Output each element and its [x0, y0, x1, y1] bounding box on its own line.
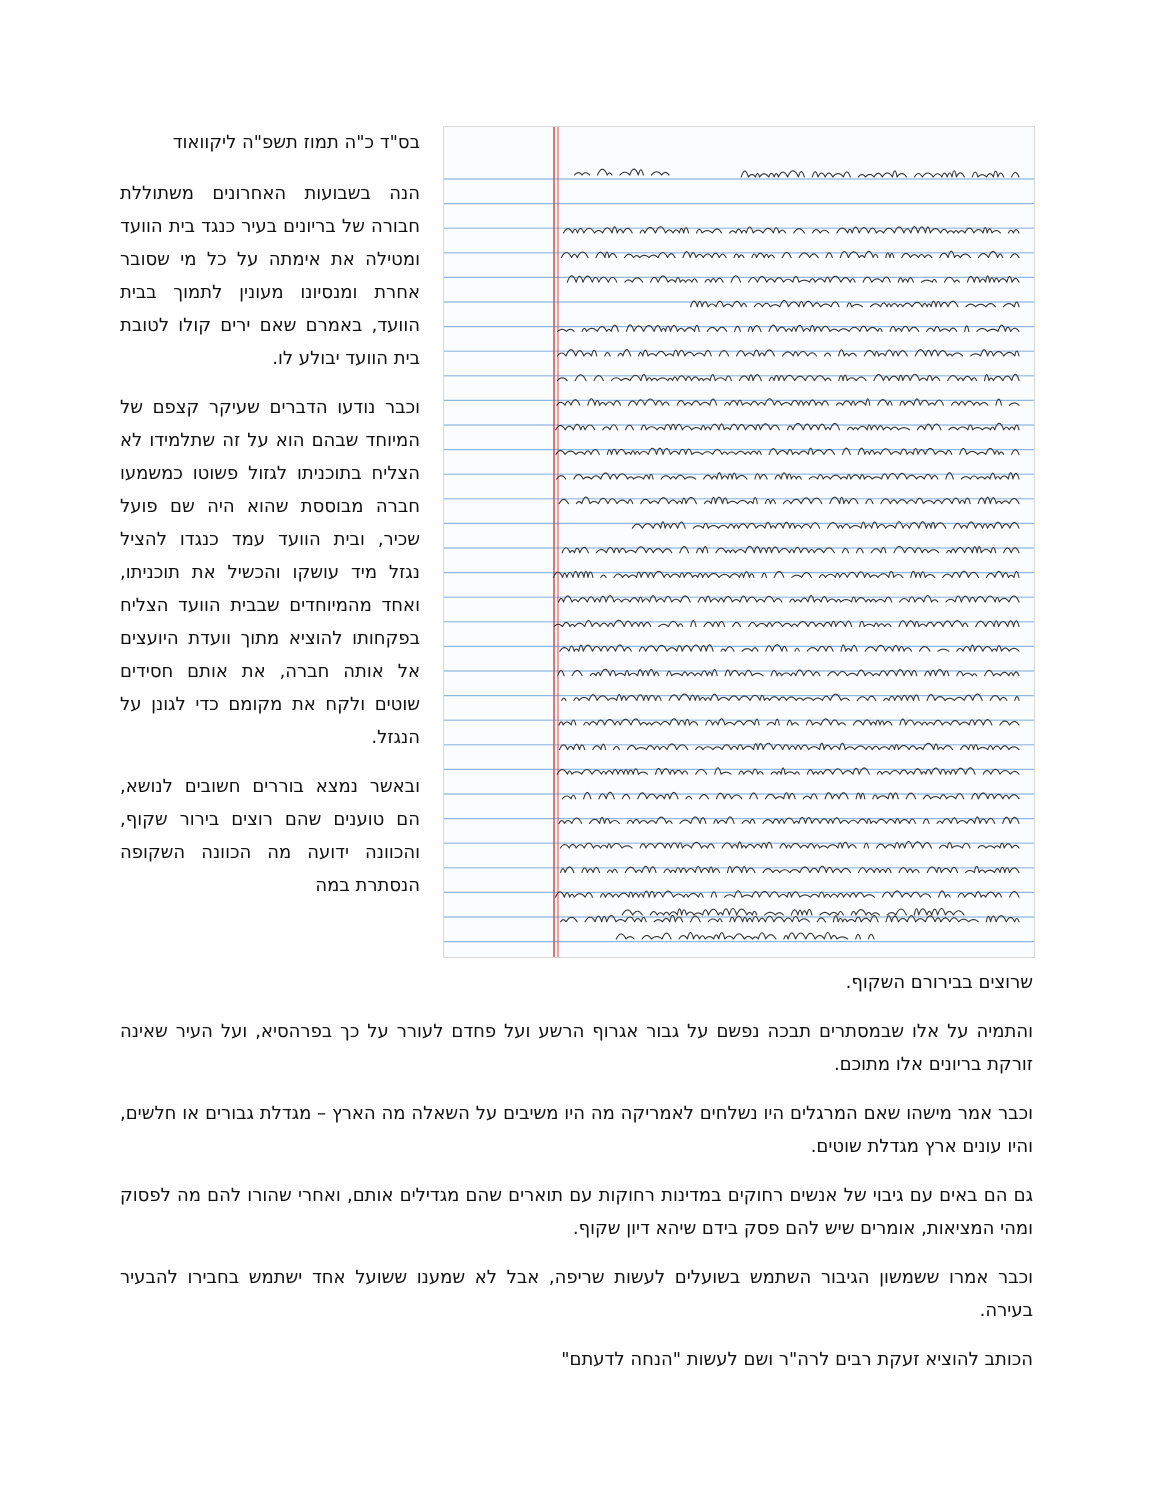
column-paragraph: ובאשר נמצא בוררים חשובים לנושא, הם טוענים שהם רוצים בירור שקוף, והכוונה ידועה מה הכוונה השקופה הנסתרת במה [120, 776, 420, 896]
handwriting-stroke [561, 251, 1019, 257]
handwriting-stroke [554, 792, 1019, 798]
handwriting-stroke [561, 866, 1019, 872]
handwritten-letter-image [443, 126, 1035, 958]
body-paragraph: והתמיה על אלו שבמסתרים תבכה נפשם על גבור אגרוף הרשע ועל פחדם לעורר על כך בפרהסיא, ועל העיר שאינה זורקת בריונים אלו מתוכם. [120, 1021, 1033, 1075]
handwriting-stroke [551, 497, 1019, 504]
column-paragraph: וכבר נודעו הדברים שעיקר קצפם של המיוחד שבהם הוא על זה שתלמידו לא הצליח בתוכניתו לגזול פשוטו כמשמעו חברה מבוססת שהוא היה שם פועל שכיר, ובית הוועד עמד כנגדו להציל נגזל מיד עושקו והכשיל את תוכניתו, ואחד מהמיוחדים שבבית הוועד הצליח בפקחותו להוציא מתוך וועדת היועצים אל אותה חברה, את אותם חסידים שוטים ולקח את מקומם כדי לגונן על הנגזל. [120, 397, 420, 748]
body-paragraph: גם הם באים עם גיבוי של אנשים רחוקים במדינות רחוקות עם תוארים שהם מגדילים אותם, ואחרי שהורו להם מה לפסוק ומהי המציאות, אומרים שיש להם פסק בידם שיהא דיון שקוף. [120, 1185, 1033, 1239]
handwriting-stroke [616, 933, 874, 940]
body-paragraph: שרוצים בבירורם השקוף. [845, 972, 1033, 993]
handwriting-stroke [558, 325, 1019, 331]
handwriting-stroke [559, 276, 1019, 282]
handwriting-stroke [556, 423, 1019, 429]
body-paragraph: וכבר אמר מישהו שאם המרגלים היו נשלחים לאמריקה מה היו משיבים על השאלה מה הארץ – מגדלת גבורים או חלשים, והיו עונים ארץ מגדלת שוטים. [120, 1103, 1033, 1157]
handwriting-stroke [560, 842, 1019, 849]
handwriting-stroke [557, 350, 1019, 356]
handwriting-stroke [556, 891, 1020, 897]
handwriting-stroke [632, 522, 1019, 529]
handwriting-stroke [741, 171, 1019, 177]
handwriting-stroke [562, 546, 1019, 552]
handwriting-stroke [575, 169, 669, 175]
handwriting-stroke [557, 768, 1019, 774]
handwriting-stroke [559, 817, 1019, 824]
body-paragraph: וכבר אמרו ששמשון הגיבור השתמש בשועלים לעשות שריפה, אבל לא שמענו ששועל אחד ישתמש בחבירו להבעיר בעירה. [120, 1267, 1033, 1321]
handwriting-stroke [558, 669, 1019, 675]
header-line: בס"ד כ"ה תמוז תשפ"ה ליקוואוד [172, 132, 420, 153]
lined-paper-scan [444, 127, 1034, 957]
handwriting-stroke [561, 915, 1019, 921]
right-column-text [120, 126, 420, 918]
body-paragraph: הכותב להוציא זעקת רבים לרה"ר ושם לעשות "הנחה לדעתם" [561, 1349, 1033, 1370]
column-paragraph: הנה בשבועות האחרונים משתוללת חבורה של בריונים בעיר כנגד בית הוועד ומטילה את אימתה על כל מי שסובר אחרת ומנסיונו מעונין לתמוך בבית הוועד, באמרם שאם ירים קולו לטובת בית הוועד יבולע לו. [120, 183, 420, 369]
handwriting-stroke [614, 909, 964, 916]
handwriting-stroke [557, 399, 1019, 405]
handwriting-stroke [559, 596, 1019, 603]
handwriting-stroke [560, 645, 1019, 652]
full-width-text [120, 966, 1033, 1392]
handwriting-stroke [560, 743, 1019, 749]
